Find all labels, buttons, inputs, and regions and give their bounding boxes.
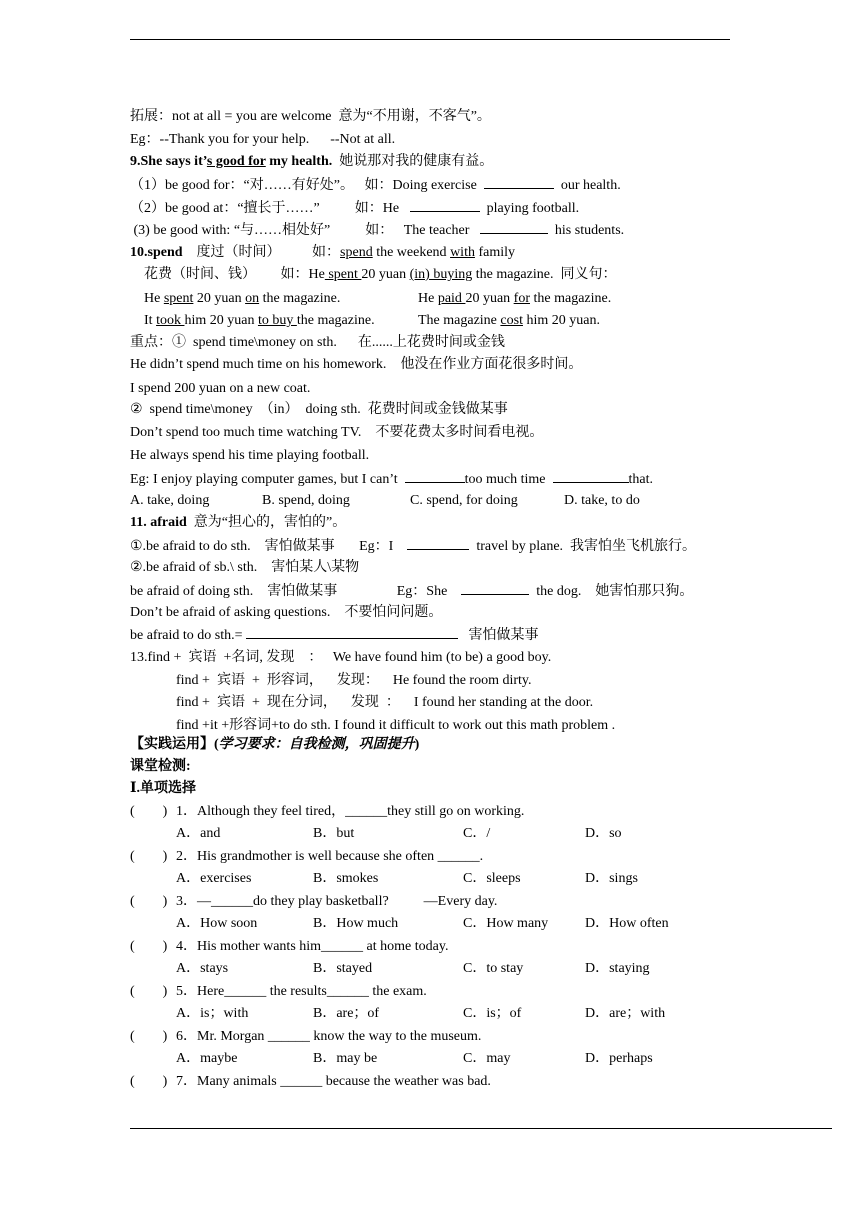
answer-option[interactable]: C．How many <box>463 916 549 931</box>
question-stem: 6．Mr. Morgan ______ know the way to the museum. <box>176 1029 482 1044</box>
text-line: （1）be good for：“对……有好处”。 如：Doing exercise our health. <box>130 178 621 193</box>
sub-heading: 课堂检测: <box>130 759 191 774</box>
text-line: be afraid to do sth.= 害怕做某事 <box>130 628 539 643</box>
answer-option[interactable]: A．is；with <box>176 1006 249 1021</box>
text-line: find +it +形容词+to do sth. I found it difficult to work out this math problem . <box>176 718 616 733</box>
text-line: ②.be afraid of sb.\ sth. 害怕某人\某物 <box>130 560 360 575</box>
section-heading: 9.She says it’s good for my health. 她说那对我的健康有益。 <box>130 154 494 169</box>
text-line: It took him 20 yuan to buy the magazine. <box>130 313 375 328</box>
text-line: 重点：① spend time\money on sth. 在......上花费时间或金钱 <box>130 335 505 350</box>
fill-blank[interactable] <box>407 537 469 550</box>
text-line: Eg: I enjoy playing computer games, but I can’t too much time that. <box>130 472 654 487</box>
text-line: （2）be good at：“擅长于……” 如：He playing football. <box>130 201 580 216</box>
header-rule <box>130 39 730 40</box>
answer-option[interactable]: A．maybe <box>176 1051 238 1066</box>
answer-bracket[interactable]: ( ) <box>130 1029 168 1044</box>
answer-bracket[interactable]: ( ) <box>130 984 168 999</box>
answer-option[interactable]: C．/ <box>463 826 491 841</box>
answer-option[interactable]: B．are；of <box>313 1006 380 1021</box>
answer-bracket[interactable]: ( ) <box>130 804 168 819</box>
text-line: 花费（时间、钱） 如：He spent 20 yuan (in) buying the magazine. 同义句： <box>130 267 617 282</box>
answer-bracket[interactable]: ( ) <box>130 849 168 864</box>
question-stem: 4．His mother wants him______ at home today. <box>176 939 449 954</box>
fill-blank[interactable] <box>246 626 458 639</box>
fill-blank[interactable] <box>553 470 629 483</box>
answer-option[interactable]: C．sleeps <box>463 871 521 886</box>
answer-option[interactable]: B．may be <box>313 1051 378 1066</box>
fill-blank[interactable] <box>405 470 465 483</box>
answer-option[interactable]: D．How often <box>585 916 669 931</box>
answer-bracket[interactable]: ( ) <box>130 894 168 909</box>
answer-option[interactable]: D．perhaps <box>585 1051 653 1066</box>
fill-blank[interactable] <box>480 221 548 234</box>
text-line: Don’t be afraid of asking questions. 不要怕问问题。 <box>130 605 443 620</box>
answer-option[interactable]: B．smokes <box>313 871 379 886</box>
section-heading: 10.spend 度过（时间） 如：spend the weekend with family <box>130 245 515 260</box>
text-line: ② spend time\money （in） doing sth. 花费时间或金钱做某事 <box>130 402 508 417</box>
fill-blank[interactable] <box>484 176 554 189</box>
answer-option[interactable]: C．to stay <box>463 961 524 976</box>
text-line: The magazine cost him 20 yuan. <box>418 313 600 328</box>
question-stem: 1．Although they feel tired，______they still go on working. <box>176 804 525 819</box>
text-line: find + 宾语 + 现在分词， 发现 ： I found her standing at the door. <box>176 695 594 710</box>
text-line: He paid 20 yuan for the magazine. <box>418 291 612 306</box>
fill-blank[interactable] <box>461 582 529 595</box>
option-line: A. take, doing <box>130 493 210 508</box>
text-line: Don’t spend too much time watching TV. 不要花费太多时间看电视。 <box>130 425 544 440</box>
question-stem: 5．Here______ the results______ the exam. <box>176 984 427 999</box>
answer-option[interactable]: D．are；with <box>585 1006 666 1021</box>
question-stem: 2．His grandmother is well because she often ______. <box>176 849 484 864</box>
text-line: 13.find + 宾语 +名词, 发现 ： We have found him (to be) a good boy. <box>130 650 552 665</box>
answer-bracket[interactable]: ( ) <box>130 939 168 954</box>
answer-option[interactable]: D．staying <box>585 961 650 976</box>
answer-option[interactable]: C．is；of <box>463 1006 522 1021</box>
text-line: find + 宾语 + 形容词， 发现： He found the room dirty. <box>176 673 532 688</box>
text-line: He spent 20 yuan on the magazine. <box>130 291 341 306</box>
footer-rule <box>130 1128 832 1129</box>
answer-option[interactable]: A．How soon <box>176 916 258 931</box>
answer-option[interactable]: A．stays <box>176 961 229 976</box>
answer-option[interactable]: D．sings <box>585 871 638 886</box>
fill-blank[interactable] <box>410 199 480 212</box>
sub-heading: Ⅰ.单项选择 <box>130 781 197 796</box>
text-line: (3) be good with: “与……相处好” 如： The teacher his students. <box>130 223 625 238</box>
text-line: be afraid of doing sth. 害怕做某事 Eg：She the dog. 她害怕那只狗。 <box>130 584 694 599</box>
text-line: 拓展：not at all = you are welcome 意为“不用谢，不客气”。 <box>130 109 491 124</box>
option-line: D. take, to do <box>564 493 640 508</box>
text-line: He didn’t spend much time on his homework. 他没在作业方面花很多时间。 <box>130 357 583 372</box>
text-line: He always spend his time playing football. <box>130 448 370 463</box>
answer-option[interactable]: B．stayed <box>313 961 373 976</box>
option-line: B. spend, doing <box>262 493 350 508</box>
text-line: Eg：--Thank you for your help. --Not at all. <box>130 132 396 147</box>
text-line: ①.be afraid to do sth. 害怕做某事 Eg：I travel by plane. 我害怕坐飞机旅行。 <box>130 539 697 554</box>
answer-option[interactable]: A．exercises <box>176 871 252 886</box>
answer-bracket[interactable]: ( ) <box>130 1074 168 1089</box>
answer-option[interactable]: B．How much <box>313 916 399 931</box>
text-line: I spend 200 yuan on a new coat. <box>130 381 311 396</box>
option-line: C. spend, for doing <box>410 493 518 508</box>
practice-heading: 【实践运用】(学习要求：自我检测，巩固提升) <box>130 737 420 752</box>
question-stem: 3．—______do they play basketball? —Every day. <box>176 894 498 909</box>
answer-option[interactable]: A．and <box>176 826 221 841</box>
section-heading: 11. afraid 意为“担心的，害怕的”。 <box>130 515 347 530</box>
answer-option[interactable]: B．but <box>313 826 355 841</box>
answer-option[interactable]: C．may <box>463 1051 511 1066</box>
answer-option[interactable]: D．so <box>585 826 622 841</box>
question-stem: 7．Many animals ______ because the weather was bad. <box>176 1074 491 1089</box>
